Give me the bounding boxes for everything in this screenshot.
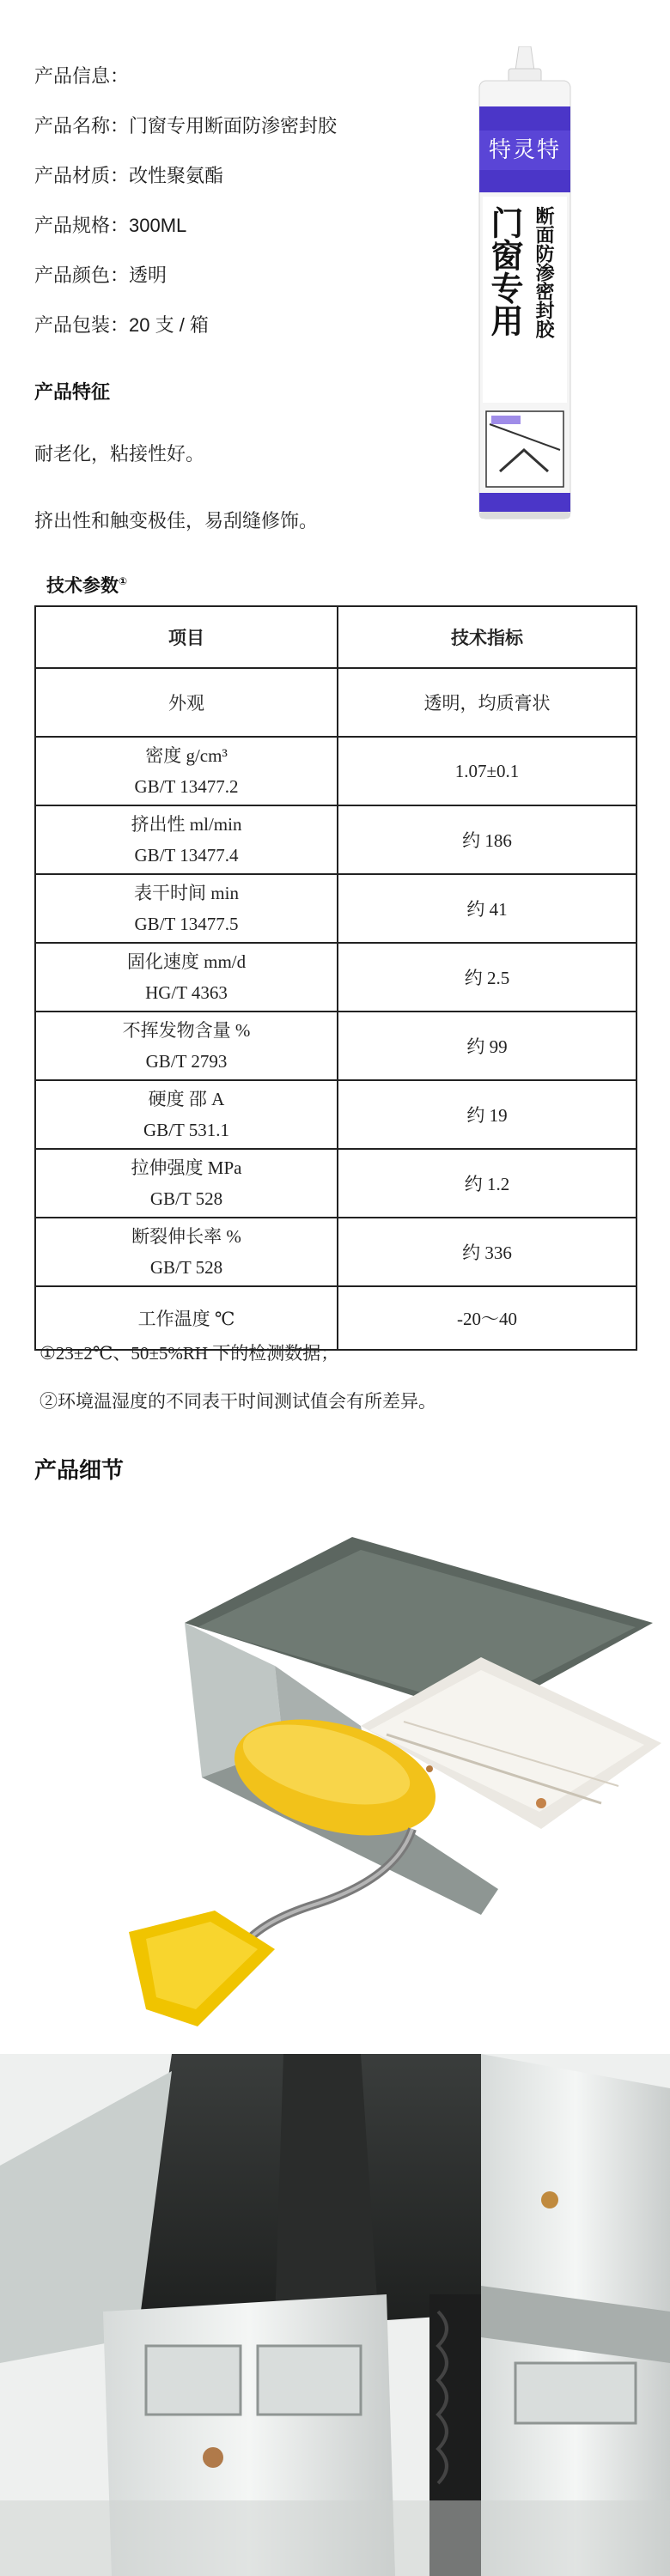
- tube-brand: 特灵特: [488, 137, 561, 162]
- table-row: [35, 1080, 636, 1149]
- table-row: [35, 805, 636, 874]
- row-value: 1.07±0.1: [338, 737, 636, 805]
- table-row: [35, 1218, 636, 1286]
- feature-line-1: 耐老化，粘接性好。: [34, 443, 205, 465]
- row-value: -20～40: [338, 1286, 636, 1350]
- tech-title-footnote-mark: ①: [119, 575, 128, 587]
- row-standard: GB/T 531.1: [143, 1120, 229, 1140]
- row-value: 约 186: [338, 805, 636, 874]
- row-label: [35, 874, 338, 943]
- row-standard: GB/T 13477.4: [134, 845, 239, 866]
- tube-subtitle: 断面防渗密封胶: [533, 206, 555, 338]
- column-header-item: 项目: [35, 606, 338, 668]
- info-spec: 产品规格：300ML: [34, 215, 187, 236]
- row-name: 硬度 邵 A: [148, 1089, 225, 1109]
- tube-title: 门窗专用: [485, 206, 521, 337]
- spec-table: [34, 605, 637, 1351]
- column-header-value: 技术指标: [338, 606, 636, 668]
- row-value: 约 19: [338, 1080, 636, 1149]
- info-material: 产品材质：改性聚氨酯: [34, 165, 224, 186]
- table-row: [35, 1012, 636, 1080]
- row-value: 约 99: [338, 1012, 636, 1080]
- row-name: 表干时间 min: [134, 883, 239, 903]
- row-label: 工作温度 ℃: [35, 1286, 338, 1350]
- row-name: 拉伸强度 MPa: [131, 1157, 242, 1178]
- table-row: [35, 668, 636, 737]
- row-label: 外观: [35, 668, 338, 737]
- detail-photo-profile: [0, 2054, 670, 2576]
- row-label: [35, 805, 338, 874]
- row-value: 约 336: [338, 1218, 636, 1286]
- row-standard: GB/T 2793: [145, 1051, 228, 1072]
- details-title: 产品细节: [34, 1457, 125, 1483]
- row-name: 不挥发物含量 %: [122, 1020, 251, 1041]
- row-label: [35, 943, 338, 1012]
- row-label: [35, 1218, 338, 1286]
- info-color: 产品颜色：透明: [34, 264, 168, 286]
- table-row: [35, 943, 636, 1012]
- table-header-row: [35, 606, 636, 668]
- tech-title: [46, 572, 127, 598]
- table-row: [35, 737, 636, 805]
- detail-photo-roller: [0, 1520, 670, 2052]
- info-heading: 产品信息：: [34, 65, 130, 87]
- footnote-1: ①23±2℃、50±5%RH 下的检测数据；: [40, 1343, 339, 1364]
- row-standard: GB/T 13477.5: [134, 914, 239, 934]
- row-name: 密度 g/cm³: [145, 745, 228, 766]
- row-standard: GB/T 13477.2: [134, 776, 239, 797]
- row-standard: HG/T 4363: [145, 982, 228, 1003]
- product-tube-image: [474, 46, 576, 527]
- row-value: 约 1.2: [338, 1149, 636, 1218]
- row-label: [35, 1012, 338, 1080]
- feature-line-2: 挤出性和触变极佳，易刮缝修饰。: [34, 510, 319, 532]
- table-row: [35, 1149, 636, 1218]
- row-label: [35, 737, 338, 805]
- row-value: 约 41: [338, 874, 636, 943]
- features-title: 产品特征: [34, 381, 111, 403]
- table-row: [35, 874, 636, 943]
- row-label: [35, 1080, 338, 1149]
- info-package: 产品包装：20 支 / 箱: [34, 314, 209, 336]
- row-name: 挤出性 ml/min: [131, 814, 242, 835]
- info-name: 产品名称：门窗专用断面防渗密封胶: [34, 115, 338, 137]
- row-name: 固化速度 mm/d: [126, 951, 247, 972]
- row-standard: GB/T 528: [149, 1257, 223, 1278]
- row-value: 透明，均质膏状: [338, 668, 636, 737]
- row-value: 约 2.5: [338, 943, 636, 1012]
- row-name: 断裂伸长率 %: [131, 1226, 241, 1247]
- row-standard: GB/T 528: [149, 1188, 223, 1209]
- row-label: [35, 1149, 338, 1218]
- tech-title-text: 技术参数: [46, 576, 119, 596]
- footnote-2: ②环境温湿度的不同表干时间测试值会有所差异。: [40, 1391, 436, 1412]
